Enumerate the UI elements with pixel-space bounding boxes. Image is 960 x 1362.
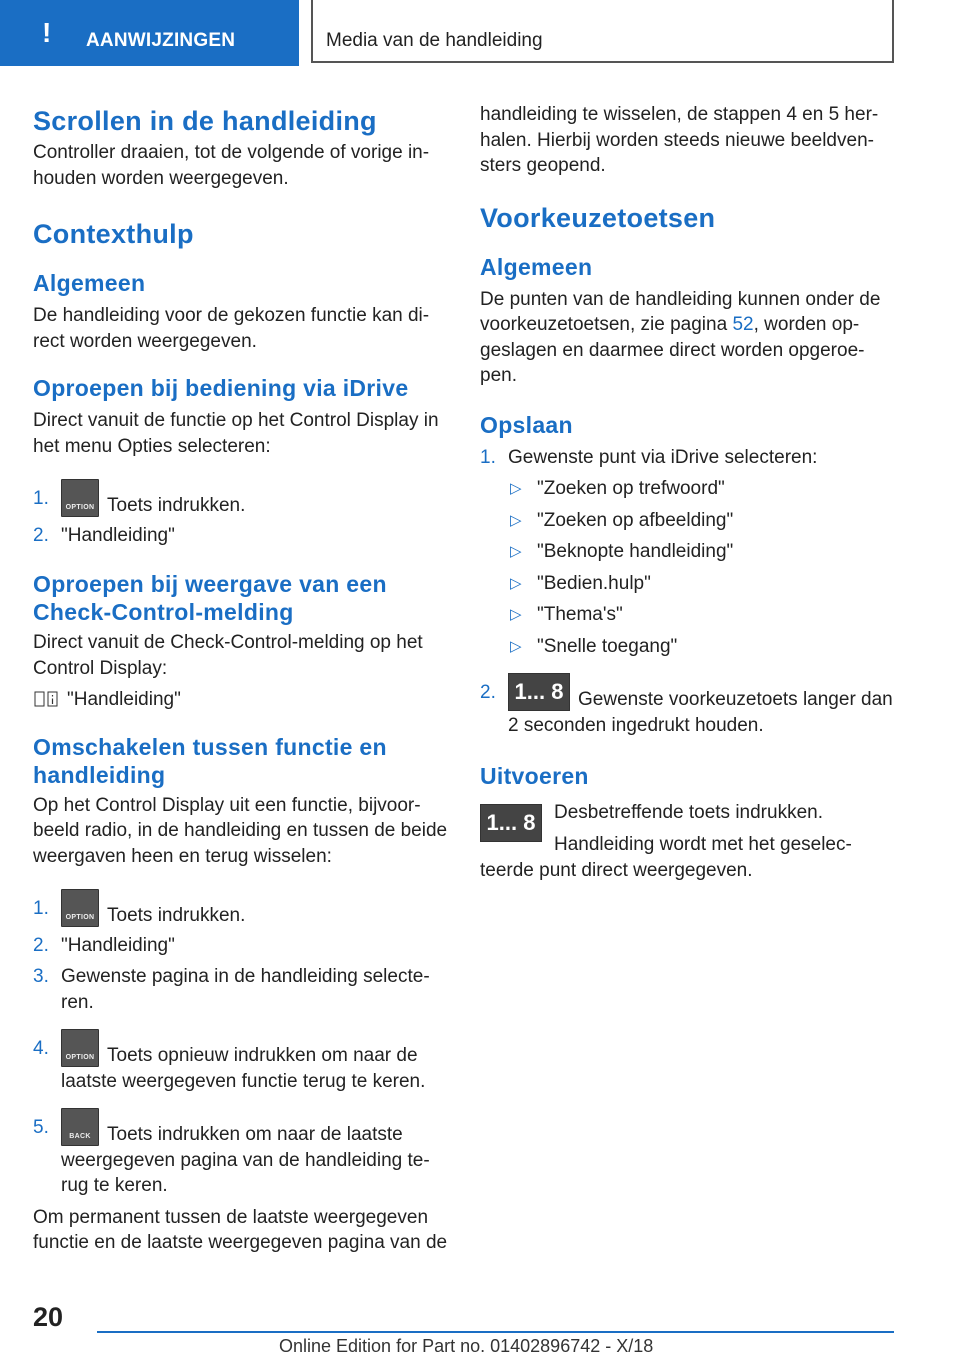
list-item: 5. BACK Toets indrukken om naar de laatste weergegeven pagina van de handleiding terug te keren. <box>33 1108 448 1199</box>
triangle-bullet-icon: ▷ <box>510 637 522 655</box>
right-column <box>480 100 895 880</box>
bullet-item: ▷ "Snelle toegang" <box>480 634 895 660</box>
paragraph-permanent: Om permanent tussen de laatste weergegeven functie en de laatste weergegeven pagina van de <box>33 1206 448 1253</box>
list-item: 1. OPTION Toets indrukken. <box>33 889 448 929</box>
heading-contexthulp: Contexthulp <box>33 219 194 249</box>
edition-text: Online Edition for Part no. 01402896742 - X/18 <box>279 1336 654 1356</box>
preset-key-icon: 1... 8 <box>508 673 570 711</box>
uitvoeren-line-2: Handleiding wordt met het geselecteerde punt direct weergegeven. <box>480 834 852 881</box>
manual-book-icon <box>33 690 59 708</box>
exclamation-icon: ! <box>42 17 52 48</box>
paragraph-algemeen-right: De punten van de handleiding kunnen onder de voorkeuzetoetsen, zie pagina 52, worden opgeslagen en daarmee direct worden opgeroepen. <box>480 288 881 386</box>
list-item: 3. Gewenste pagina in de handleiding selecteren. <box>33 966 430 1013</box>
bullet-item: ▷ "Zoeken op trefwoord" <box>480 476 895 502</box>
triangle-bullet-icon: ▷ <box>510 480 522 497</box>
heading-algemeen-right: Algemeen <box>480 253 593 280</box>
page-title: Media van de handleiding <box>326 30 543 51</box>
footer-divider <box>97 1331 894 1333</box>
heading-algemeen: Algemeen <box>33 270 146 296</box>
list-item: 4. OPTION Toets opnieuw indrukken om naar de laatste weergegeven functie terug te keren. <box>33 1029 448 1094</box>
paragraph-idrive: Direct vanuit de functie op het Control Display in het menu Opties selecteren: <box>33 410 439 457</box>
option-key-icon: OPTION <box>61 889 99 927</box>
heading-omschakelen: Omschakelen tussen functie en handleiding <box>33 733 387 788</box>
uitvoeren-line-1: Desbetreffende toets indrukken. <box>554 802 823 823</box>
triangle-bullet-icon: ▷ <box>510 511 522 529</box>
page-number: 20 <box>33 1302 64 1332</box>
paragraph-scrollen: Controller draaien, tot de volgende of vorige inhouden worden weergegeven. <box>33 142 430 189</box>
page-link[interactable]: 52 <box>732 314 754 335</box>
heading-scrollen: Scrollen in de handleiding <box>33 106 377 136</box>
uitvoeren-block <box>480 800 895 880</box>
triangle-bullet-icon: ▷ <box>510 574 522 592</box>
list-item: 2. "Handleiding" <box>33 934 175 956</box>
paragraph-omschakelen: Op het Control Display uit een functie, bijvoorbeeld radio, in de handleiding en tussen de beide weergaven heen en terug wisselen: <box>33 794 448 867</box>
paragraph-check-control: Direct vanuit de Check-Control-melding op het Control Display: <box>33 632 423 679</box>
heading-idrive: Oproepen bij bediening via iDrive <box>33 375 409 401</box>
option-key-icon: OPTION <box>61 1029 99 1067</box>
section-label: AANWIJZINGEN <box>86 30 236 51</box>
heading-opslaan: Opslaan <box>480 411 573 438</box>
list-item: 2. "Handleiding" <box>33 524 175 546</box>
bullet-item: ▷ "Thema's" <box>480 602 895 628</box>
paragraph-algemeen: De handleiding voor de gekozen functie kan direct worden weergegeven. <box>33 305 430 352</box>
bullet-item: ▷ "Bedien.hulp" <box>480 571 895 597</box>
page-header <box>0 0 960 66</box>
back-key-icon: BACK <box>61 1108 99 1146</box>
triangle-bullet-icon: ▷ <box>510 606 522 623</box>
left-column <box>33 100 448 1256</box>
heading-check-control: Oproepen bij weergave van een Check-Control-melding <box>33 571 387 625</box>
list-item: 2. 1... 8 Gewenste voorkeuzetoets langer dan 2 seconden ingedrukt houden. <box>480 673 895 738</box>
option-key-icon: OPTION <box>61 479 99 517</box>
list-item: 1. Gewenste punt via iDrive selecteren: <box>480 446 818 468</box>
bullet-item: ▷ "Beknopte handleiding" <box>480 539 895 565</box>
bullet-item: ▷ "Zoeken op afbeelding" <box>480 508 895 534</box>
triangle-bullet-icon: ▷ <box>510 543 522 560</box>
heading-uitvoeren: Uitvoeren <box>480 763 589 789</box>
heading-voorkeuzetoetsen: Voorkeuzetoetsen <box>480 202 716 233</box>
check-control-item: "Handleiding" <box>33 687 448 713</box>
preset-key-icon: 1... 8 <box>480 804 542 842</box>
list-item: 1. OPTION Toets indrukken. <box>33 479 448 519</box>
paragraph-continuation: handleiding te wisselen, de stappen 4 en 5 herhalen. Hierbij worden steeds nieuwe beeldvensters geopend. <box>480 104 879 176</box>
